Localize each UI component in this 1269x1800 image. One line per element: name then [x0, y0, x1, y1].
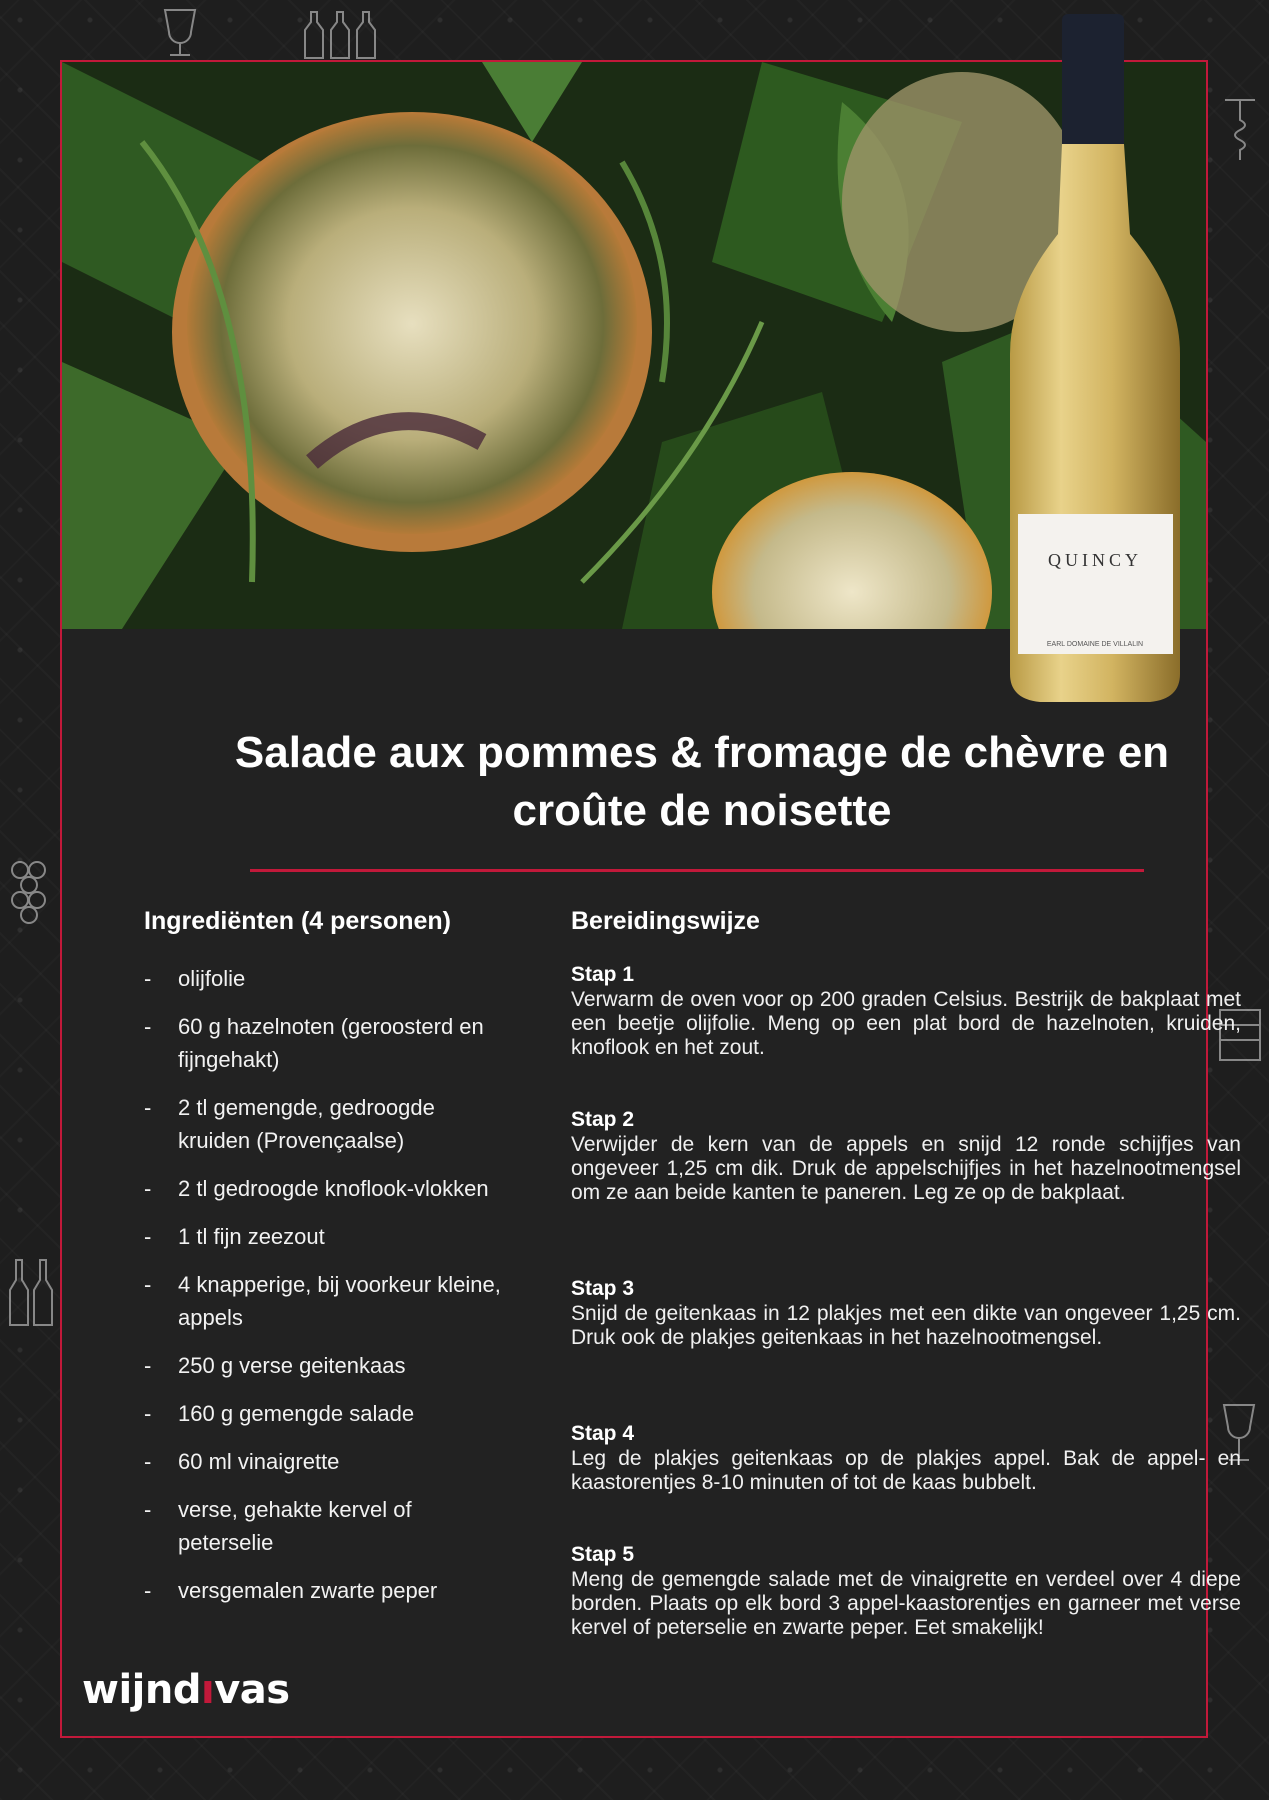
bullet-dash: -: [144, 1449, 152, 1474]
ingredient-text: 1 tl fijn zeezout: [178, 1224, 325, 1249]
bullet-dash: -: [144, 1272, 152, 1297]
ingredient-text: 60 ml vinaigrette: [178, 1449, 340, 1474]
list-item: [144, 1397, 504, 1430]
step-1: [571, 962, 1241, 1060]
list-item: [144, 1268, 504, 1334]
step-title: Stap 1: [571, 963, 635, 986]
bullet-dash: -: [144, 1353, 152, 1378]
logo-part: vas: [214, 1667, 290, 1713]
step-text: Verwarm de oven voor op 200 graden Celsius. Bestrijk de bakplaat met een beetje olijfolie. Meng op een plat bord de hazelnoten, kruiden, knoflook en het zout.: [571, 988, 1241, 1059]
ingredient-text: 160 g gemengde salade: [178, 1401, 415, 1426]
step-text: Leg de plakjes geitenkaas op de plakjes appel. Bak de appel- en kaastorentjes 8-10 minuten of tot de kaas bubbelt.: [571, 1447, 1241, 1494]
bottles-icon: [295, 10, 385, 60]
list-item: [144, 1349, 504, 1382]
wijndivas-logo: [82, 1667, 290, 1713]
ingredient-text: 4 knapperige, bij voorkeur kleine, appels: [178, 1272, 501, 1330]
step-3: [571, 1276, 1241, 1350]
list-item: [144, 1493, 504, 1559]
bullet-dash: -: [144, 1224, 152, 1249]
step-5: [571, 1542, 1241, 1640]
list-item: [144, 1010, 504, 1076]
ingredient-text: olijfolie: [178, 966, 246, 991]
step-text: Snijd de geitenkaas in 12 plakjes met een dikte van ongeveer 1,25 cm. Druk ook de plakjes geitenkaas in het hazelnootmengsel.: [571, 1302, 1241, 1349]
list-item: [144, 1091, 504, 1157]
step-title: Stap 5: [571, 1543, 635, 1566]
list-item: [144, 1574, 504, 1607]
step-4: [571, 1421, 1241, 1495]
logo-part: wijnd: [82, 1667, 201, 1713]
preparation-heading: Bereidingswijze: [571, 907, 760, 935]
bullet-dash: -: [144, 1497, 152, 1522]
list-item: [144, 962, 504, 995]
ingredients-list: [144, 962, 504, 1622]
step-text: Meng de gemengde salade met de vinaigrette en verdeel over 4 diepe borden. Plaats op elk bord 3 appel-kaastorentjes en garneer met verse kervel of peterselie en zwarte peper. Eet smakelijk!: [571, 1568, 1241, 1639]
bullet-dash: -: [144, 1095, 152, 1120]
wine-glass-icon: [150, 5, 210, 60]
ingredient-text: 60 g hazelnoten (geroosterd en fijngehakt): [178, 1014, 484, 1072]
step-title: Stap 4: [571, 1422, 635, 1445]
logo-accent: ı: [200, 1667, 215, 1713]
ingredient-text: 2 tl gemengde, gedroogde kruiden (Provençaalse): [178, 1095, 435, 1153]
ingredient-text: 2 tl gedroogde knoflook-vlokken: [178, 1176, 489, 1201]
ingredient-text: 250 g verse geitenkaas: [178, 1353, 406, 1378]
bullet-dash: -: [144, 1401, 152, 1426]
grapes-icon: [5, 850, 60, 930]
step-title: Stap 3: [571, 1277, 635, 1300]
bullet-dash: -: [144, 1014, 152, 1039]
step-title: Stap 2: [571, 1108, 635, 1131]
corkscrew-icon: [1215, 90, 1265, 170]
step-2: [571, 1107, 1241, 1205]
list-item: [144, 1172, 504, 1205]
bullet-dash: -: [144, 966, 152, 991]
list-item: [144, 1220, 504, 1253]
recipe-title: Salade aux pommes & fromage de chèvre en croûte de noisette: [234, 728, 1170, 835]
title-divider: [250, 869, 1144, 872]
ingredient-text: versgemalen zwarte peper: [178, 1578, 438, 1603]
bottles-icon: [0, 1250, 60, 1330]
list-item: [144, 1445, 504, 1478]
bottle-label-producer: EARL DOMAINE DE VILLALIN: [1046, 641, 1144, 648]
bullet-dash: -: [144, 1176, 152, 1201]
wine-bottle-image: [1000, 14, 1190, 704]
bottle-label-name: QUINCY: [1048, 550, 1142, 570]
step-text: Verwijder de kern van de appels en snijd 12 ronde schijfjes van ongeveer 1,25 cm dik. Druk de appelschijfjes in het hazelnootmengsel om ze aan beide kanten te paneren. Leg ze op de bakplaat.: [571, 1133, 1241, 1204]
bullet-dash: -: [144, 1578, 152, 1603]
ingredient-text: verse, gehakte kervel of peterselie: [178, 1497, 412, 1555]
ingredients-heading: Ingrediënten (4 personen): [144, 907, 451, 935]
